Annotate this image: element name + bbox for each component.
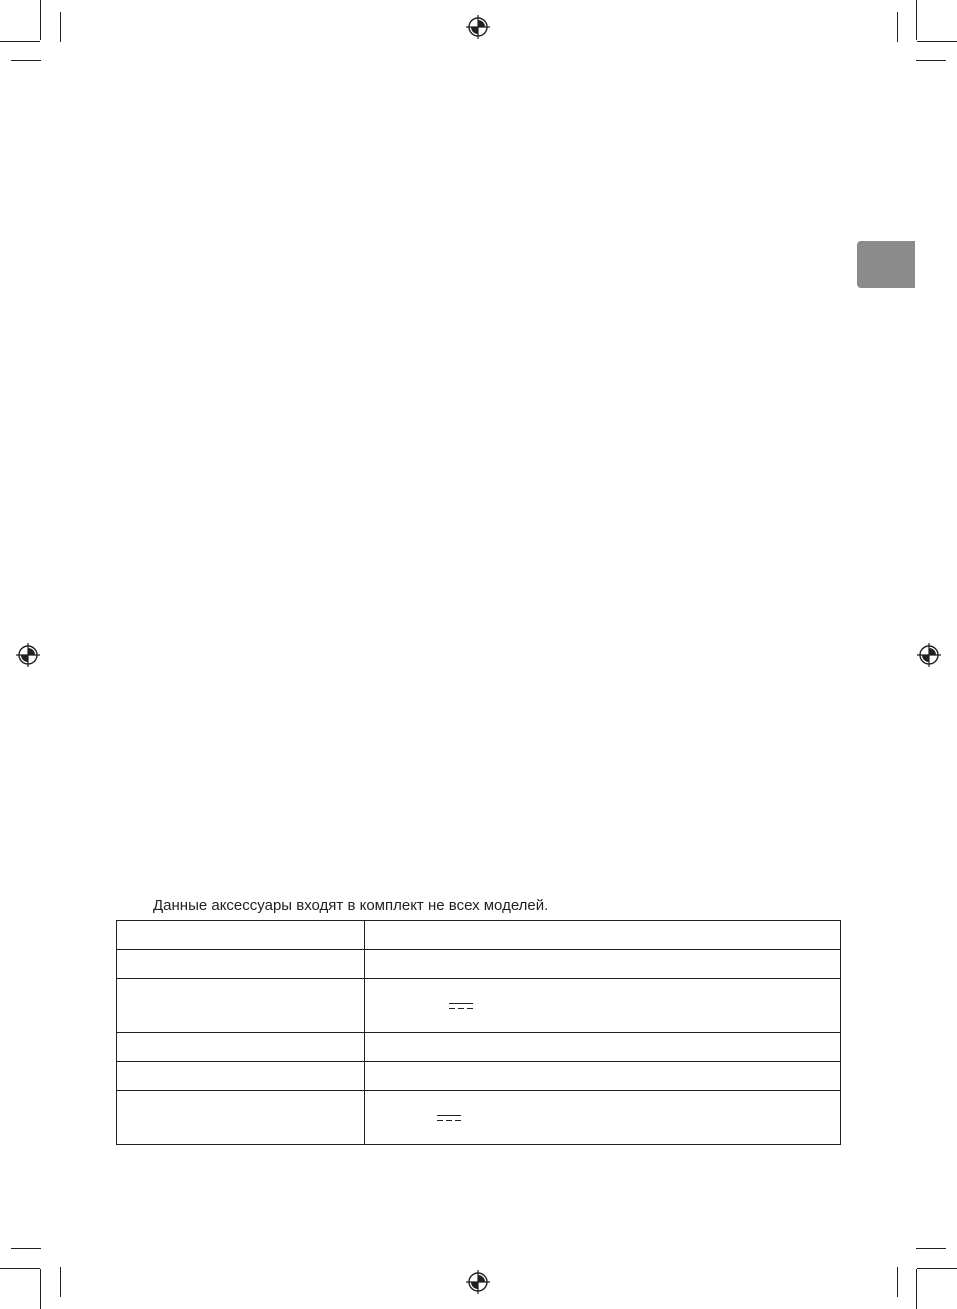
crop-mark [0, 1268, 40, 1269]
dc-current-icon [449, 1003, 473, 1011]
language-tab [857, 241, 915, 288]
crop-mark [917, 41, 957, 42]
crop-mark [11, 1248, 41, 1249]
crop-mark [0, 41, 40, 42]
table-row [117, 1091, 841, 1145]
crop-mark [40, 0, 41, 40]
crop-mark [60, 12, 61, 42]
registration-mark-icon [466, 1270, 490, 1294]
crop-mark [916, 1269, 917, 1309]
accessory-name [117, 979, 365, 1033]
table-row [117, 979, 841, 1033]
registration-mark-icon [917, 643, 941, 667]
registration-mark-icon [466, 15, 490, 39]
registration-mark-icon [16, 643, 40, 667]
crop-mark [916, 0, 917, 40]
accessories-table [116, 920, 841, 1145]
crop-mark [60, 1267, 61, 1297]
accessory-value [365, 950, 841, 979]
table-row [117, 921, 841, 950]
crop-mark [917, 1268, 957, 1269]
accessories-note: Данные аксессуары входят в комплект не всех моделей. [153, 897, 549, 914]
crop-mark [40, 1269, 41, 1309]
accessory-value [365, 1062, 841, 1091]
accessory-name [117, 921, 365, 950]
accessory-value-cell [365, 979, 841, 1033]
accessory-value [365, 1033, 841, 1062]
table-row [117, 1062, 841, 1091]
accessory-name [117, 1033, 365, 1062]
accessory-name [117, 950, 365, 979]
crop-mark [897, 1267, 898, 1297]
crop-mark [897, 12, 898, 42]
accessory-name [117, 1062, 365, 1091]
crop-mark [11, 60, 41, 61]
accessory-value [365, 921, 841, 950]
dc-current-icon [437, 1115, 461, 1123]
accessory-value-cell [365, 1091, 841, 1145]
crop-mark [916, 1248, 946, 1249]
accessory-name [117, 1091, 365, 1145]
crop-mark [916, 60, 946, 61]
table-row [117, 950, 841, 979]
table-row [117, 1033, 841, 1062]
